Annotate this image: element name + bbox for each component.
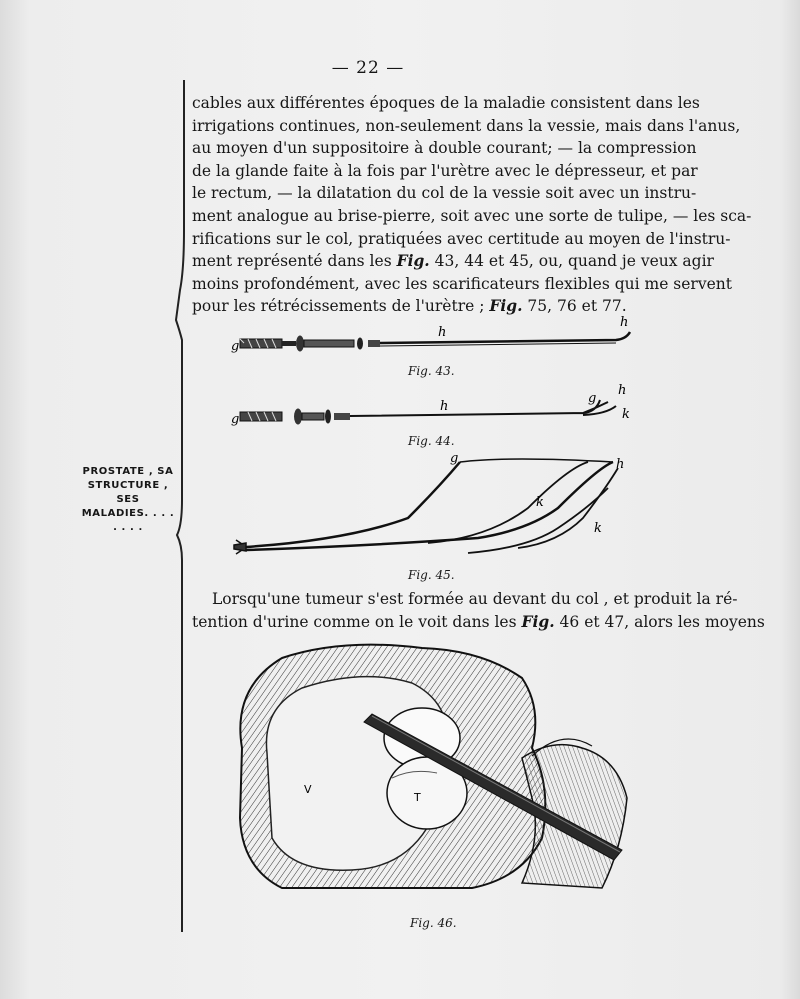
- text-line: pour les rétrécissements de l'urètre ; Fig. 75, 76 et 77.: [192, 296, 627, 316]
- figure-44-caption: Fig. 44.: [408, 434, 455, 448]
- fig44-label-g: g: [231, 412, 240, 427]
- fig43-label-g: g: [231, 339, 240, 354]
- fig45-label-h: h: [616, 457, 625, 472]
- margin-note-line: PROSTATE , SA: [82, 466, 174, 477]
- fig44-label-h2: h: [618, 383, 627, 398]
- figure-46-anatomy: [222, 638, 632, 908]
- text-line: au moyen d'un suppositoire à double courant; — la compression: [192, 139, 697, 158]
- fig43-label-h1: h: [438, 325, 447, 340]
- text-line: moins profondément, avec les scarificateurs flexibles qui me servent: [192, 274, 732, 293]
- margin-note-line: MALADIES. . . . . . . .: [81, 508, 175, 533]
- fig44-label-h: h: [440, 399, 449, 414]
- text-line: tention d'urine comme on le voit dans les Fig. 46 et 47, alors les moyens: [192, 611, 765, 631]
- text-line: ment analogue au brise-pierre, soit avec une sorte de tulipe, — les sca-: [192, 206, 752, 225]
- paragraph-1: [192, 92, 752, 318]
- text-line: de la glande faite à la fois par l'urètre avec le dépresseur, et par: [192, 161, 698, 180]
- figure-45-instrument: [228, 448, 648, 568]
- fig46-label-v: V: [304, 783, 312, 796]
- text-line: irrigations continues, non-seulement dans la vessie, mais dans l'anus,: [192, 116, 741, 135]
- text-line: Lorsqu'une tumeur s'est formée au devant du col , et produit la ré-: [212, 590, 738, 608]
- margin-note: [78, 465, 178, 535]
- text-line: rifications sur le col, pratiquées avec certitude au moyen de l'instru-: [192, 229, 731, 248]
- fig43-label-h2: h: [620, 315, 629, 330]
- paragraph-2: [192, 588, 765, 633]
- figure-43-caption: Fig. 43.: [408, 364, 455, 378]
- figure-46-caption: Fig. 46.: [410, 916, 457, 930]
- figure-43-instrument: [228, 310, 648, 370]
- figure-44-instrument: [228, 382, 648, 432]
- figure-45-caption: Fig. 45.: [408, 568, 455, 582]
- fig44-label-k: k: [622, 407, 630, 422]
- text-line: le rectum, — la dilatation du col de la vessie soit avec un instru-: [192, 184, 697, 203]
- fig46-label-t: T: [414, 791, 421, 804]
- text-line: cables aux différentes époques de la maladie consistent dans les: [192, 94, 700, 112]
- margin-note-line: STRUCTURE , SES: [87, 480, 169, 505]
- fig44-label-g2: g: [588, 391, 597, 406]
- text-line: ment représenté dans les Fig. 43, 44 et 45, ou, quand je veux agir: [192, 251, 714, 271]
- fig45-label-k1: k: [536, 495, 544, 510]
- fig45-label-g: g: [450, 451, 459, 466]
- fig45-label-k2: k: [594, 521, 602, 536]
- page-number: — 22 —: [331, 58, 405, 78]
